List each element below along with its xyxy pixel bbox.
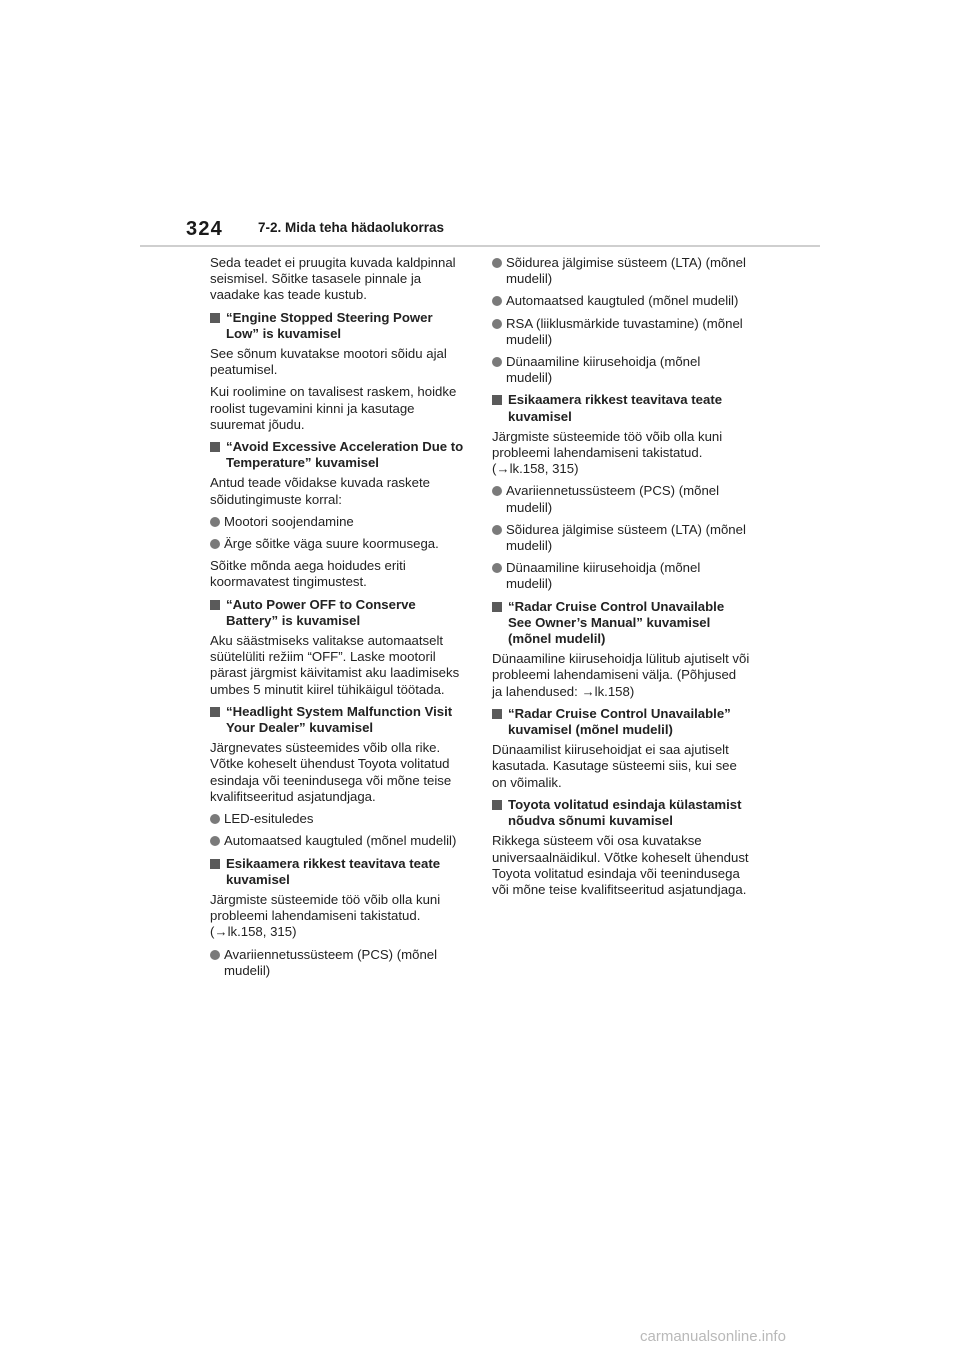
heading-text: “Avoid Excessive Acceleration Due to Temperature” kuvamisel [226, 439, 464, 471]
square-bullet-icon [492, 800, 502, 810]
list-item-text: Avariiennetussüsteem (PCS) (mõnel mudelil) [506, 483, 720, 515]
section-heading [492, 599, 750, 648]
circle-bullet-icon [492, 258, 502, 268]
list-item-text: Ärge sõitke väga suure koormusega. [224, 536, 439, 552]
list-item [210, 536, 468, 552]
section-heading [492, 706, 750, 738]
section-heading [210, 310, 468, 342]
list-item-text: RSA (liiklusmärkide tuvastamine) (mõnel mudelil) [506, 315, 743, 347]
list-item-text: Avariiennetussüsteem (PCS) (mõnel mudelil) [224, 946, 438, 978]
list-item [492, 293, 750, 309]
paragraph: Rikkega süsteem või osa kuvatakse universaalnäidikul. Võtke koheselt ühendust Toyota volitatud esindaja või teenindusega või mõne teise kvalifitseeritud asjatundjaga. [492, 833, 749, 897]
list-item-text: Automaatsed kaugtuled (mõnel mudelil) [506, 293, 739, 309]
list-item [492, 354, 750, 386]
page-header [140, 214, 820, 250]
square-bullet-icon [210, 859, 220, 869]
section-title: 7-2. Mida teha hädaolukorras [258, 220, 445, 235]
paragraph: Dünaamiline kiirusehoidja lülitub ajutiselt või probleemi lahendamiseni välja. (Põhjused ja lahendused: →lk.158) [492, 651, 750, 699]
heading-text: Toyota volitatud esindaja külastamist nõudva sõnumi kuvamisel [508, 796, 742, 829]
square-bullet-icon [210, 442, 220, 452]
list-item-text: Mootori soojendamine [224, 513, 354, 529]
section-heading [492, 392, 750, 424]
circle-bullet-icon [492, 319, 502, 329]
section-heading [210, 856, 468, 888]
list-item [492, 560, 750, 592]
section-heading [210, 439, 468, 471]
section-heading [492, 797, 750, 829]
square-bullet-icon [210, 707, 220, 717]
paragraph: See sõnum kuvatakse mootori sõidu ajal peatumisel. [210, 346, 447, 378]
list-item-text: LED-esituledes [224, 811, 314, 827]
square-bullet-icon [492, 602, 502, 612]
list-item-text: Sõidurea jälgimise süsteem (LTA) (mõnel mudelil) [506, 521, 746, 554]
square-bullet-icon [492, 395, 502, 405]
header-divider [140, 245, 820, 247]
list-item [492, 522, 750, 554]
circle-bullet-icon [492, 486, 502, 496]
list-item [210, 947, 468, 979]
paragraph: Aku säästmiseks valitakse automaatselt süütelüliti režiim “OFF”. Laske mootoril pärast järgmist käivitamist aku laadimiseks umbes 5 minutit kiirel tühikäigul töötada. [210, 633, 460, 697]
paragraph: Kui roolimine on tavalisest raskem, hoidke roolist tugevamini kinni ja kasutage suuremat jõudu. [210, 384, 457, 432]
heading-text: “Radar Cruise Control Unavailable See Owner’s Manual” kuvamisel (mõnel mudelil) [508, 598, 725, 647]
heading-text: “Radar Cruise Control Unavailable” kuvamisel (mõnel mudelil) [508, 705, 731, 738]
circle-bullet-icon [492, 296, 502, 306]
circle-bullet-icon [210, 539, 220, 549]
list-item [210, 514, 468, 530]
page-number: 324 [186, 218, 223, 240]
circle-bullet-icon [210, 814, 220, 824]
list-item [492, 483, 750, 515]
heading-text: Esikaamera rikkest teavitava teate kuvamisel [508, 392, 723, 424]
list-item-text: Dünaamiline kiirusehoidja (mõnel mudelil) [506, 354, 701, 386]
heading-text: “Engine Stopped Steering Power Low” is kuvamisel [226, 309, 433, 341]
circle-bullet-icon [492, 525, 502, 535]
list-item-text: Automaatsed kaugtuled (mõnel mudelil) [224, 833, 457, 849]
section-heading [210, 704, 468, 736]
list-item-text: Sõidurea jälgimise süsteem (LTA) (mõnel mudelil) [506, 255, 746, 287]
left-column [210, 255, 468, 985]
list-item [492, 255, 750, 287]
circle-bullet-icon [492, 357, 502, 367]
paragraph: Dünaamilist kiirusehoidjat ei saa ajutiselt kasutada. Kasutage süsteemi siis, kui see on võimalik. [492, 742, 737, 790]
watermark: carmanualsonline.info [640, 1328, 786, 1345]
paragraph: Sõitke mõnda aega hoidudes eriti koormavatest tingimustest. [210, 558, 406, 590]
list-item [492, 316, 750, 348]
square-bullet-icon [210, 313, 220, 323]
circle-bullet-icon [210, 517, 220, 527]
section-heading [210, 597, 468, 629]
paragraph: Antud teade võidakse kuvada raskete sõidutingimuste korral: [210, 475, 430, 507]
paragraph: Järgmiste süsteemide töö võib olla kuni probleemi lahendamiseni takistatud. (→lk.158, 315) [210, 891, 441, 940]
circle-bullet-icon [210, 836, 220, 846]
list-item [210, 811, 468, 827]
circle-bullet-icon [210, 950, 220, 960]
square-bullet-icon [210, 600, 220, 610]
heading-text: “Headlight System Malfunction Visit Your Dealer” kuvamisel [226, 703, 453, 736]
circle-bullet-icon [492, 563, 502, 573]
heading-text: “Auto Power OFF to Conserve Battery” is kuvamisel [226, 596, 416, 628]
paragraph: Järgnevates süsteemides võib olla rike. Võtke koheselt ühendust Toyota volitatud esindaja või teenindusega või mõne teise kvalifitseeritud asjatundjaga. [210, 740, 452, 804]
square-bullet-icon [492, 709, 502, 719]
list-item-text: Dünaamiline kiirusehoidja (mõnel mudelil) [506, 560, 701, 592]
paragraph: Järgmiste süsteemide töö võib olla kuni probleemi lahendamiseni takistatud. (→lk.158, 315) [492, 428, 723, 477]
heading-text: Esikaamera rikkest teavitava teate kuvamisel [226, 855, 441, 887]
right-column [492, 255, 750, 904]
intro-paragraph: Seda teadet ei pruugita kuvada kaldpinnal seismisel. Sõitke tasasele pinnale ja vaadake kas teade kustub. [210, 255, 456, 303]
list-item [210, 833, 468, 849]
